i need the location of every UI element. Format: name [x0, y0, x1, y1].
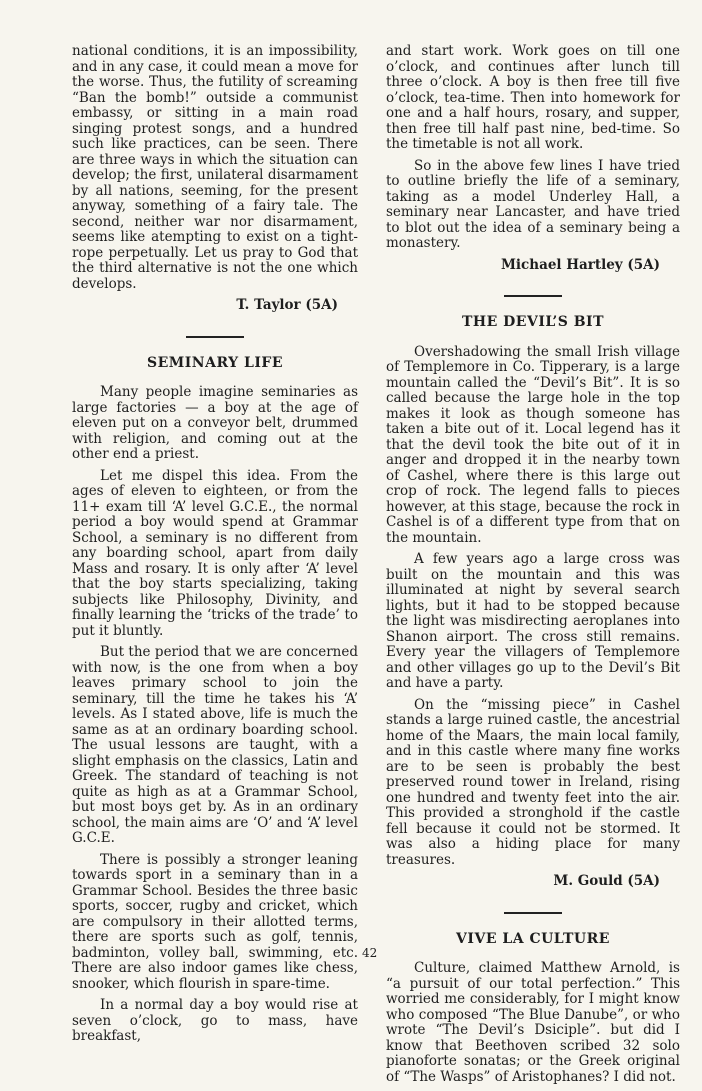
article-heading: VIVE LA CULTURE	[456, 930, 610, 947]
article-heading: SEMINARY LIFE	[146, 354, 284, 371]
paragraph: Let me dispel this idea. From the ages of eleven to eighteen, or from the 11+ exam till ‘A’ level G.C.E., the normal period a boy would spend at Grammar School, a seminary is no different from any boarding school, apart from daily Mass and rosary. It is only after ‘A’ level that the boy starts specializing, taking subjects like Philosophy, Divinity, and finally learning the ‘tricks of the trade’ to put it bluntly.	[72, 467, 358, 639]
paragraph: On the “missing piece” in Cashel stands a large ruined castle, the ancestrial home of the Maars, the main local family, and in this castle where many fine works are to be seen is probably the best preserved round tower in Ireland, rising one hundred and twenty feet into the air. This provided a stronghold if the castle fell because it could not be stormed. It was also a hiding place for many treasures.	[386, 696, 680, 868]
author-signature: T. Taylor (5A)	[236, 297, 338, 313]
article-heading: THE DEVIL’S BIT	[461, 314, 605, 330]
author-signature: M. Gould (5A)	[553, 873, 660, 889]
left-column	[72, 44, 358, 1051]
section-divider	[504, 295, 562, 297]
paragraph: There is possibly a stronger leaning towards sport in a seminary than in a Grammar School. Besides the three basic sports, soccer, rugby and cricket, which are compulsory in their allotted terms, there are sports such as golf, tennis, badminton, volley ball, swimming, etc. There are also indoor games like chess, snooker, which flourish in spare-time.	[72, 851, 358, 992]
paragraph: In a normal day a boy would rise at seven o’clock, go to mass, have breakfast,	[72, 997, 358, 1044]
author-signature: Michael Hartley (5A)	[500, 256, 660, 273]
paragraph: national conditions, it is an impossibility, and in any case, it could mean a move for the worse. Thus, the futility of screaming “Ban the bomb!” outside a communist embassy, or sitting in a main road singing protest songs, and a hundred such like practices, can be seen. There are three ways in which the situation can develop; the first, unilateral disarmament by all nations, seeming, for the present anyway, something of a fairy tale. The second, neither war nor disarmament, seems like atempting to exist on a tight-rope perpetually. Let us pray to God that the third alternative is not the one which develops.	[72, 43, 358, 292]
paragraph: A few years ago a large cross was built on the mountain and this was illuminated at night by several search lights, but it had to be stopped because the light was misdirecting aeroplanes into Shanon airport. The cross still remains. Every year the villagers of Templemore and other villages go up to the Devil’s Bit and have a party.	[386, 551, 680, 691]
section-divider	[186, 336, 244, 338]
paragraph: Culture, claimed Matthew Arnold, is “a pursuit of our total perfection.” This worried me considerably, for I might know who composed “The Blue Danube”, or who wrote “The Devil’s Dsiciple”. but did I know that Beethoven scribed 32 solo pianoforte sonatas; or the Greek original of “The Wasps” of Aristophanes? I did not.	[386, 960, 680, 1085]
page-number: 42	[362, 946, 378, 960]
paragraph: So in the above few lines I have tried to outline briefly the life of a seminary, taking as a model Underley Hall, a seminary near Lancaster, and have tried to blot out the idea of a seminary being a monastery.	[386, 157, 680, 251]
paragraph: But the period that we are concerned with now, is the one from when a boy leaves primary school to join the seminary, till the time he takes his ‘A’ levels. As I stated above, life is much the same as at an ordinary boarding school. The usual lessons are taught, with a slight emphasis on the classics, Latin and Greek. The standard of teaching is not quite as high as at a Grammar School, but most boys get by. As in an ordinary school, the main aims are ‘O’ and ‘A’ level G.C.E.	[72, 644, 358, 846]
paragraph: and start work. Work goes on till one o’clock, and continues after lunch till three o’clock. A boy is then free till five o’clock, tea-time. Then into homework for one and a half hours, rosary, and supper, then free till half past nine, bed-time. So the timetable is not all work.	[386, 43, 680, 152]
section-divider	[504, 912, 562, 914]
paragraph: Many people imagine seminaries as large factories — a boy at the age of eleven put on a conveyor belt, drummed with religion, and coming out at the other end a priest.	[72, 384, 358, 462]
paragraph: Overshadowing the small Irish village of Templemore in Co. Tipperary, is a large mountain called the “Devil’s Bit”. It is so called because the large hole in the top makes it look as though someone has taken a bite out of it. Local legend has it that the devil took the bite out of it in anger and dropped it in the nearby town of Cashel, where there is this large out crop of rock. The legend falls to pieces however, at this stage, because the rock in Cashel is of a different type from that on the mountain.	[386, 343, 680, 546]
right-column	[386, 44, 680, 1091]
